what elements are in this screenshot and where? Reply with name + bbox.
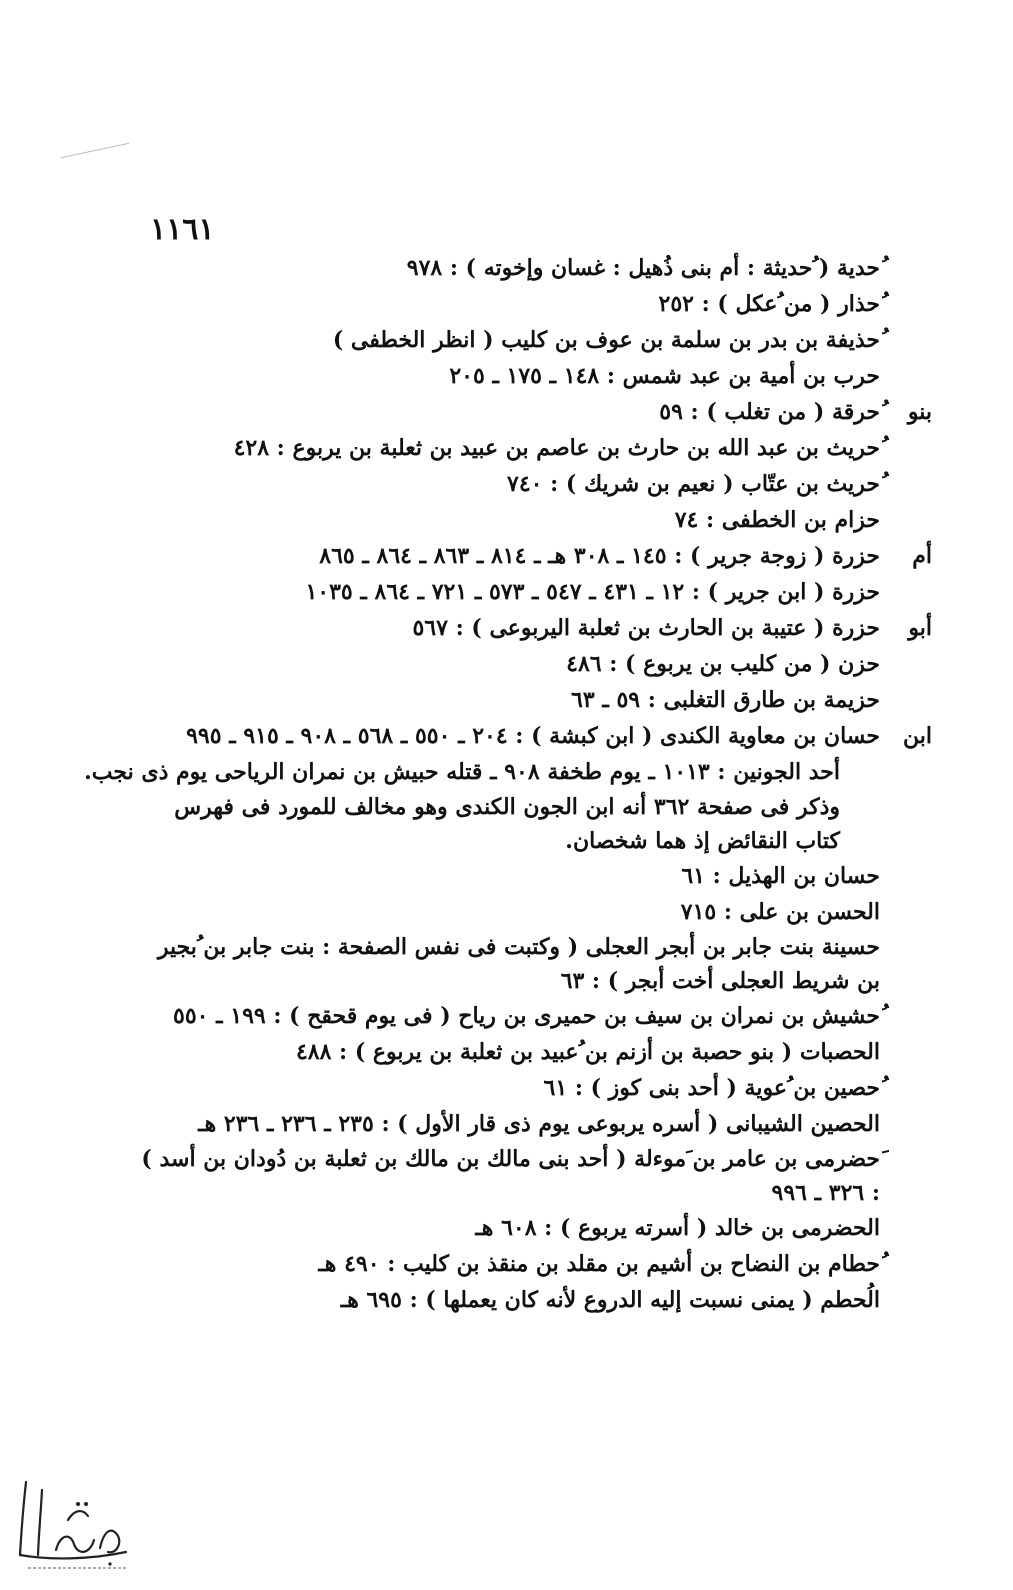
index-entry [140, 574, 880, 610]
entry-prefix: أبو [908, 615, 932, 641]
index-entry [140, 1106, 880, 1142]
entry-text: حزن ( من كليب بن يربوع ) : ٤٨٦ [566, 651, 880, 677]
index-entry [140, 610, 932, 646]
index-entry [140, 894, 880, 930]
entry-text: وذكر فى صفحة ٣٦٢ أنه ابن الجون الكندى وهو مخالف للمورد فى فهرس كتاب النقائض إذ هما شخصان. [174, 794, 840, 854]
entry-text: الحسن بن على : ٧١٥ [680, 899, 880, 925]
entry-text: ُحذيفة بن بدر بن سلمة بن عوف بن كليب ( انظر الخطفى ) [332, 327, 880, 353]
entry-text: ُحرقة ( من تغلب ) : ٥٩ [659, 399, 880, 425]
index-entry [140, 394, 932, 430]
index-entries [84, 250, 932, 1318]
entry-text: حزام بن الخطفى : ٧٤ [674, 507, 880, 533]
entry-text: ُحريث بن عتّاب ( نعيم بن شريك ) : ٧٤٠ [507, 471, 880, 497]
index-entry [140, 858, 880, 894]
page-number: ١١٦١ [150, 212, 215, 247]
index-entry [140, 322, 880, 358]
index-entry [140, 1034, 880, 1070]
index-entry [140, 430, 880, 466]
entry-text: حسان بن معاوية الكندى ( ابن كبشة ) : ٢٠٤ ـ ٥٥٠ ـ ٥٦٨ ـ ٩٠٨ ـ ٩١٥ ـ ٩٩٥ [186, 723, 880, 749]
entry-text: ُحصين بن ُعوية ( أحد بنى كوز ) : ٦١ [543, 1075, 880, 1101]
index-entry [140, 646, 880, 682]
entry-text: الحصين الشيبانى ( أسره يربوعى يوم ذى قار الأول ) : ٢٣٥ ـ ٢٣٦ ـ ٢٣٦ هـ [198, 1111, 880, 1137]
entry-text: الحضرمى بن خالد ( أسرته يربوع ) : ٦٠٨ هـ [475, 1215, 880, 1241]
entry-text: َحضرمى بن عامر بن َموءلة ( أحد بنى مالك بن مالك بن ثعلبة بن دُودان بن أسد ) : ٣٢٦ ـ ٩٩٦ [141, 1146, 880, 1206]
entry-text: حزرة ( ابن جرير ) : ١٢ ـ ٤٣١ ـ ٥٤٧ ـ ٥٧٣ ـ ٧٢١ ـ ٨٦٤ ـ ١٠٣٥ [305, 579, 880, 605]
entry-text: ُحذار ( من ُعكل ) : ٢٥٢ [658, 291, 880, 317]
index-entry [140, 718, 932, 754]
index-entry [140, 502, 880, 538]
entry-text: حسان بن الهذيل : ٦١ [681, 863, 880, 889]
index-entry [140, 358, 880, 394]
entry-prefix: ابن [903, 723, 932, 749]
entry-text: ُحشيش بن نمران بن سيف بن حميرى بن رياح ( فى يوم قحقح ) : ١٩٩ ـ ٥٥٠ [173, 1003, 880, 1029]
index-entry [140, 1246, 880, 1282]
entry-text: الحصبات ( بنو حصبة بن أزنم بن ُعبيد بن ثعلبة بن يربوع ) : ٤٨٨ [295, 1039, 880, 1065]
entry-text: ُحطام بن النضاح بن أشيم بن مقلد بن منقذ بن كليب : ٤٩٠ هـ [318, 1251, 880, 1277]
entry-text: ُحدية ( ُحديثة : أم بنى ذُهيل : غسان وإخوته ) : ٩٧٨ [406, 255, 880, 281]
entry-text: حزرة ( عتيبة بن الحارث بن ثعلبة اليربوعى ) : ٥٦٧ [412, 615, 880, 641]
index-entry [140, 538, 932, 574]
index-entry [140, 1070, 880, 1106]
index-entry [140, 682, 880, 718]
scan-mark [61, 143, 130, 159]
calligraphy-logo [8, 1460, 138, 1580]
index-entry [140, 250, 880, 286]
index-entry-note [140, 790, 880, 858]
entry-text: حسينة بنت جابر بن أبجر العجلى ( وكتبت فى نفس الصفحة : بنت جابر بن ُبجير بن شريط العجلى أخت أبجر ) : ٦٣ [157, 934, 880, 994]
entry-prefix: أم [912, 543, 932, 569]
index-entry [140, 1210, 880, 1246]
entry-text: حزيمة بن طارق التغلبى : ٥٩ ـ ٦٣ [571, 687, 880, 713]
index-entry [140, 286, 880, 322]
entry-prefix: بنو [907, 399, 932, 425]
index-entry-note [84, 754, 880, 790]
entry-text: ُحريث بن عبد الله بن حارث بن عاصم بن عبيد بن ثعلبة بن يربوع : ٤٢٨ [233, 435, 880, 461]
index-entry [140, 998, 880, 1034]
index-entry [140, 930, 880, 998]
index-entry [140, 1282, 880, 1318]
index-entry [140, 466, 880, 502]
entry-text: حزرة ( زوجة جرير ) : ١٤٥ ـ ٣٠٨ هـ ـ ٨١٤ ـ ٨٦٣ ـ ٨٦٤ ـ ٨٦٥ [319, 543, 880, 569]
index-entry [140, 1142, 880, 1210]
entry-text: الُحطم ( يمنى نسبت إليه الدروع لأنه كان يعملها ) : ٦٩٥ هـ [340, 1287, 880, 1313]
entry-text: أحد الجونين : ١٠١٣ ـ يوم طخفة ٩٠٨ ـ قتله حبيش بن نمران الرياحى يوم ذى نجب. [84, 759, 840, 785]
entry-text: حرب بن أمية بن عبد شمس : ١٤٨ ـ ١٧٥ ـ ٢٠٥ [449, 363, 880, 389]
